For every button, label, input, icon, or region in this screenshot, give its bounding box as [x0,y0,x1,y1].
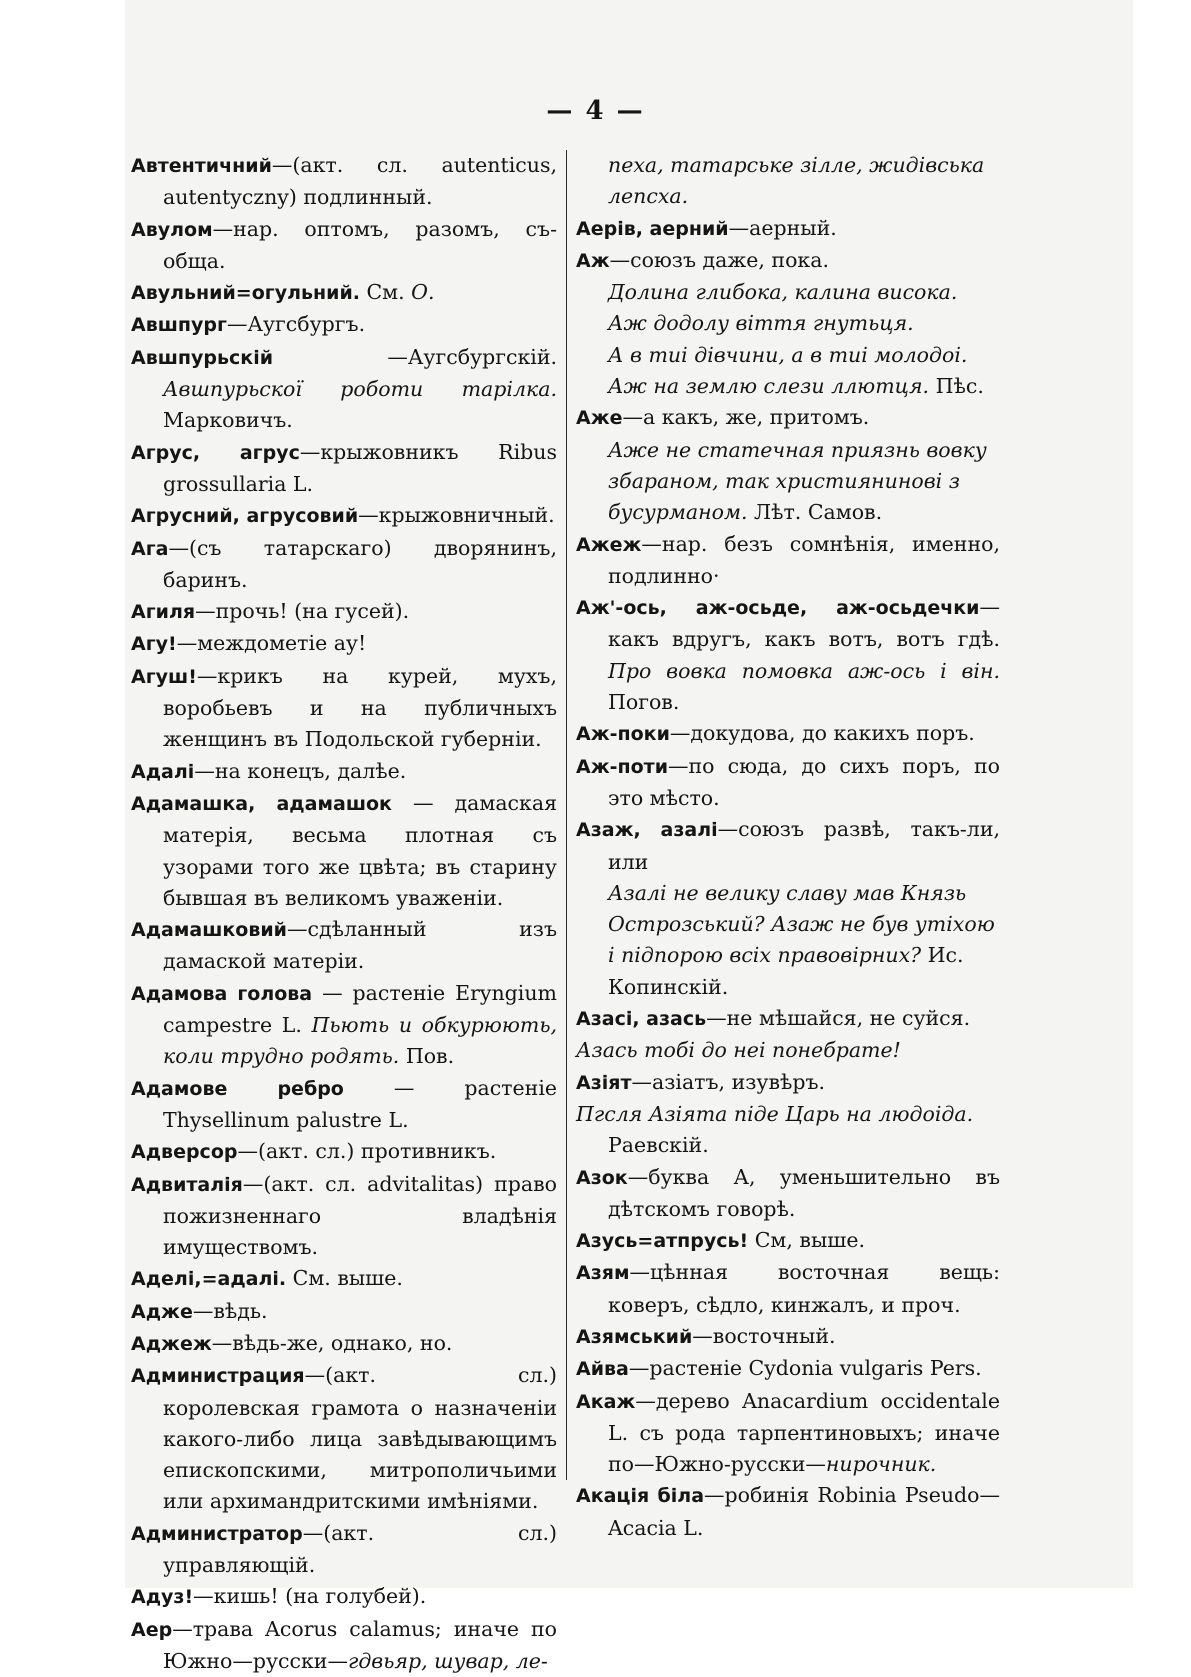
entry-definition: —нар. оптомъ, разомъ, съ-обща. [163,216,557,273]
entry-definition: —вѣдь-же, однако, но. [211,1330,453,1355]
dictionary-entry [131,342,557,437]
dictionary-entry [576,718,1000,750]
entry-definition: —азіатъ, изувѣръ. [631,1069,826,1094]
entry-headword: Адже [131,1300,193,1323]
entry-headword: Акація біла [576,1485,705,1508]
poem-line: Долина глибока, калина висока. [608,280,958,305]
dictionary-entry [131,628,557,660]
entry-definition: См. [359,280,412,305]
right-entries-3 [576,529,1000,878]
quote-source: Лѣт. Самов. [747,500,883,525]
entry-source: Погов. [608,690,680,715]
entry-definition: —прочь! (на гусей). [195,599,410,624]
quote-source: Раевскій. [608,1133,709,1158]
entry-headword: Азусь=атпрусь! [576,1230,749,1253]
entry-headword: Адамашковий [131,919,287,942]
poem-quote [576,277,1000,402]
dictionary-entry [131,756,557,788]
entry-headword: Айва [576,1358,629,1381]
entry-definition: — растеніе Thysellinum palustre L. [163,1075,558,1132]
entry-definition: —вѣдь. [192,1298,268,1323]
entry-example: нирочник. [825,1452,937,1477]
dictionary-entry [131,437,557,501]
entry-definition: —(акт. сл.) королевская грамота о назначеніи какого-либо лица завѣдывающимъ епископскими, митрополичьими или архимандритскими имѣніями. [163,1363,557,1514]
entry-headword: Адамашка, адамашок [131,792,392,815]
dictionary-entry [131,1614,557,1677]
entry-headword: Азям [576,1262,630,1285]
entry-definition: —аерный. [728,215,837,240]
entry-definition: —кишь! (на голубей). [193,1584,427,1609]
entry-headword: Аж [576,249,610,272]
left-column [131,150,557,1677]
dictionary-entry [576,213,1000,245]
entry-headword: Акаж [576,1390,636,1413]
quote-text: Азалі не велику славу мав Князь Острозський? Азаж не був утіхою і підпорою всіх правовірних? [608,880,995,968]
dictionary-entry [131,1073,557,1137]
entry-definition: —(съ татарскаго) дворянинъ, баринъ. [163,535,557,592]
dictionary-entry [576,1480,1000,1544]
entry-headword: Азок [576,1166,628,1189]
page-number: — 4 — [546,96,645,126]
right-column [576,150,1000,1544]
example-quote: Азась тобі до неі понебрате! [576,1038,901,1063]
dictionary-entry [576,751,1000,815]
entry-definition: —нар. безъ сомнѣнія, именно, подлинно· [608,531,1000,588]
entry-definition: —восточный. [692,1323,836,1348]
quote-text: Аже не статечная приязнь вовку збараном, так християнинові з бусурманом. [608,437,987,525]
entry-headword: Аджеж [131,1332,212,1355]
entry-example: Авшпурьскої роботи тарілка. [163,377,557,402]
right-entries-6 [576,1162,1000,1545]
right-entries-4 [576,1003,1000,1035]
dictionary-entry [131,1136,557,1168]
entry-definition: —Аугсбургъ. [226,312,366,337]
entry-definition: —по сюда, до сихъ поръ, по это мѣсто. [608,753,1000,810]
entry-definition: —растеніе Cydonia vulgaris Pers. [628,1356,982,1381]
entry-source: Марковичъ. [163,408,293,433]
entry-headword: Авулом [131,218,213,241]
entry-headword: Авульний=огульний. [131,282,360,305]
right-entries-1 [576,213,1000,278]
entry-example: Пьють и обкурюють, коли трудно родять. [163,1013,557,1069]
entry-headword: Адуз! [131,1586,194,1609]
dictionary-entry [576,402,1000,434]
entry-headword: Адверсор [131,1141,238,1164]
entry-definition: —(акт. сл. advitalitas) право пожизненнаго владѣнія имуществомъ. [163,1171,557,1260]
entry-headword: Адалі [131,760,195,783]
entry-definition: —на конецъ, далѣе. [194,758,407,783]
entry-headword: Ажеж [576,533,642,556]
continued-entry: пеха, татарське зілле, жидівська лепсха. [608,153,985,209]
entry-headword: Авшпурьскій [131,346,274,369]
entry-headword: Аерів, аерний [576,217,729,240]
entry-headword: Автентичний [131,155,272,177]
entry-definition: —крикъ на курей, мухъ, воробьевъ и на публичныхъ женщинъ въ Подольской губерніи. [163,663,557,752]
dictionary-entry [576,529,1000,593]
quote-source: Ис. Копинскій. [608,943,964,999]
entry-headword: Адамове ребро [131,1077,344,1100]
entry-definition: —докудова, до какихъ поръ. [669,721,975,746]
entry-headword: Ага [131,537,169,560]
right-entries-2 [576,402,1000,434]
entry-definition: См, выше. [748,1228,865,1253]
dictionary-entry [131,1518,557,1582]
entry-headword: Адамова голова [131,982,313,1005]
entry-definition: —(акт. сл.) управляющій. [163,1520,557,1578]
example-quote [576,878,1000,1003]
entry-definition: — дамаская матерія, весьма плотная съ узорами того же цвѣта; въ старину бывшая въ великомъ уваженіи. [163,790,557,910]
entry-definition: —Аугсбургскій. [273,344,557,369]
dictionary-entry [576,1067,1000,1099]
dictionary-entry [131,1296,557,1328]
dictionary-entry [131,500,557,532]
column-divider [566,150,567,1480]
entry-definition: —междометіе ау! [176,631,367,656]
dictionary-entry [131,788,557,914]
dictionary-entry [576,245,1000,277]
entry-example: О. [411,280,435,305]
entry-headword: Агрус, агрус [131,441,300,464]
entry-headword: Агрусний, агрусовий [131,505,359,528]
dictionary-entry [576,1225,1000,1257]
entry-headword: Аер [131,1618,173,1641]
entry-headword: Агуш! [131,665,197,688]
entry-definition: —(акт. сл. autenticus, autentyczny) подлинный. [163,153,557,210]
entry-definition: — растеніе Eryngium campestre L. [163,980,557,1038]
dictionary-entry [576,1353,1000,1385]
entry-definition: —цѣнная восточная вещь: коверъ, сѣдло, кинжалъ, и проч. [608,1260,1000,1317]
entry-definition: —не мѣшайся, не суйся. [706,1006,971,1031]
dictionary-entry [131,1169,557,1264]
dictionary-entry [576,1257,1000,1321]
right-entries-5 [576,1067,1000,1099]
entry-definition: —союзъ даже, пока. [609,247,829,272]
dictionary-entry [131,214,557,278]
poem-line: Аж додолу віття гнутьця. [608,311,914,336]
dictionary-entry [576,592,1000,718]
dictionary-entry [131,1581,557,1613]
entry-headword: Аж'-ось, аж-осьде, аж-осьдечки [576,597,980,620]
poem-line-text: Аж на землю слези ллютця. [608,374,930,399]
entry-headword: Администрация [131,1365,305,1388]
entry-definition: —крыжовникъ Ribus grossullaria L. [163,439,557,496]
dictionary-entry [576,1386,1000,1481]
entry-definition: —буква А, уменьшительно въ дѣтскомъ говорѣ. [608,1164,1000,1221]
entry-headword: Азасі, азась [576,1008,707,1031]
dictionary-entry [576,1321,1000,1353]
entry-headword: Агу! [131,633,177,656]
entry-headword: Азямський [576,1325,693,1348]
entry-definition: —(акт. сл.) противникъ. [237,1139,497,1164]
dictionary-entry [131,978,557,1073]
dictionary-entry [131,1263,557,1295]
entry-headword: Адвиталія [131,1173,243,1196]
entry-headword: Азаж, азалі [576,819,718,842]
entry-definition: —сдѣланный изъ дамаской матеріи. [163,917,557,974]
dictionary-entry [131,914,557,978]
entry-headword: Аж-поти [576,755,669,778]
dictionary-entry [131,533,557,597]
dictionary-entry [131,1360,557,1517]
entry-definition: —какъ вдругъ, какъ вотъ, вотъ гдѣ. [608,595,1000,652]
example-quote [576,435,1000,529]
poem-line: А в тиі дівчини, а в тиі молодоі. [608,342,968,367]
dictionary-entry [131,596,557,628]
entry-headword: Авшпург [131,314,227,337]
entry-example: гдвьяр, шувар, ле- [347,1648,548,1673]
dictionary-entry [131,150,557,214]
dictionary-entry [576,1162,1000,1226]
dictionary-entry [576,1003,1000,1035]
entry-headword: Азіят [576,1071,632,1094]
entry-headword: Аделі,=адалі. [131,1268,287,1291]
dictionary-entry [131,1328,557,1360]
entry-headword: Аж-поки [576,723,670,746]
dictionary-entry [576,814,1000,878]
example-quote [576,1099,1000,1162]
dictionary-entry [131,277,557,309]
entry-example: Про вовка помовка аж-ось і він. [608,658,1000,683]
entry-source: Пов. [399,1044,455,1069]
entry-definition: —трава Acorus calamus; иначе по Южно—русски— [163,1616,557,1673]
entry-headword: Агиля [131,601,196,624]
entry-headword: Аже [576,407,623,430]
entry-definition: —робинія Robinia Pseudo—Acacia L. [608,1483,1000,1540]
entry-definition: —а какъ, же, притомъ. [622,405,870,430]
entry-definition: —дерево Anacardium occidentale L. съ рода тарпентиновыхъ; иначе по—Южно-русски— [608,1388,1000,1477]
dictionary-entry [131,661,557,756]
quote-text: Пгсля Азіята піде Царь на людоіда. [576,1101,974,1126]
entry-definition: См. выше. [286,1266,403,1291]
entry-headword: Администратор [131,1522,303,1545]
poem-source: Пѣс. [929,374,984,399]
dictionary-entry [131,309,557,341]
entry-definition: —союзъ развѣ, такъ-ли, или [608,817,1000,874]
poem-line [576,371,1000,402]
entry-definition: —крыжовничный. [358,503,555,528]
